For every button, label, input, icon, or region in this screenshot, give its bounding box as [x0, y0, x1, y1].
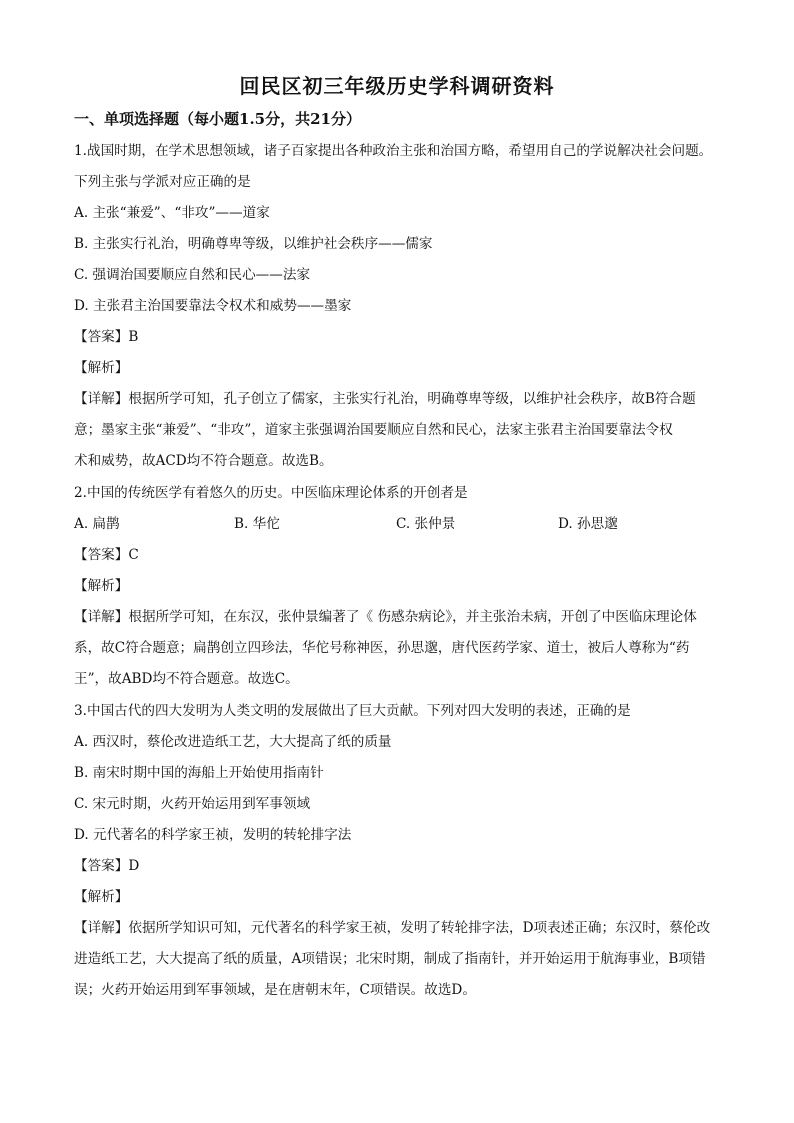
q2-detail-line-3: 王”，故ABD均不符合题意。故选C。 — [74, 671, 299, 687]
q2-detail-line-2: 系，故C符合题意；扁鹊创立四珍法，华佗号称神医，孙思邈，唐代医药学家、道士，被后人尊称为“药 — [74, 640, 690, 656]
q3-option-d: D. 元代著名的科学家王祯，发明的转轮排字法 — [74, 827, 352, 843]
q1-stem-line-2: 下列主张与学派对应正确的是 — [74, 174, 251, 190]
q1-detail-line-3: 术和威势，故ACD均不符合题意。故选B。 — [74, 453, 333, 469]
q2-option-d: D. 孙思邈 — [558, 516, 618, 532]
q1-option-c: C. 强调治国要顺应自然和民心——法家 — [74, 267, 311, 283]
q1-detail-line-2: 意；墨家主张“兼爱”、“非攻”，道家主张强调治国要顺应自然和民心，法家主张君主治国要靠法令权 — [74, 422, 673, 438]
q1-option-a: A. 主张“兼爱”、“非攻”——道家 — [74, 205, 270, 221]
section-heading: 一、单项选择题（每小题1.5分，共21分） — [74, 110, 361, 128]
q3-option-c: C. 宋元时期，火药开始运用到军事领域 — [74, 796, 311, 812]
document-title: 回民区初三年级历史学科调研资料 — [239, 74, 555, 98]
q1-answer: 【答案】B — [74, 329, 139, 345]
q2-option-b: B. 华佗 — [234, 516, 280, 532]
q3-analysis-label: 【解析】 — [74, 889, 129, 905]
q2-detail-line-1: 【详解】根据所学可知，在东汉，张仲景编著了《 伤感杂病论》，并主张治未病，开创了中医临床理论体 — [74, 609, 697, 625]
q1-detail-line-1: 【详解】根据所学可知，孔子创立了儒家，主张实行礼治，明确尊卑等级，以维护社会秩序，故B符合题 — [74, 391, 696, 407]
q3-detail-line-1: 【详解】依据所学知识可知，元代著名的科学家王祯，发明了转轮排字法，D项表述正确；东汉时，蔡伦改 — [74, 920, 711, 936]
q2-option-a: A. 扁鹊 — [74, 516, 120, 532]
q2-stem-line-1: 2.中国的传统医学有着悠久的历史。中医临床理论体系的开创者是 — [74, 485, 468, 501]
q3-detail-line-3: 误；火药开始运用到军事领域，是在唐朝末年，C项错误。故选D。 — [74, 982, 476, 998]
q3-stem-line-1: 3.中国古代的四大发明为人类文明的发展做出了巨大贡献。下列对四大发明的表述，正确的是 — [74, 703, 631, 719]
q2-analysis-label: 【解析】 — [74, 578, 129, 594]
q3-option-a: A. 西汉时，蔡伦改进造纸工艺，大大提高了纸的质量 — [74, 734, 392, 750]
q2-answer: 【答案】C — [74, 547, 139, 563]
q1-option-d: D. 主张君主治国要靠法令权术和威势——墨家 — [74, 298, 352, 314]
q2-option-c: C. 张仲景 — [396, 516, 456, 532]
q3-option-b: B. 南宋时期中国的海船上开始使用指南针 — [74, 765, 324, 781]
q3-detail-line-2: 进造纸工艺，大大提高了纸的质量，A项错误；北宋时期，制成了指南针，并开始运用于航海事业，B项错 — [74, 951, 706, 967]
q3-answer: 【答案】D — [74, 858, 140, 874]
q1-analysis-label: 【解析】 — [74, 360, 129, 376]
q1-option-b: B. 主张实行礼治，明确尊卑等级，以维护社会秩序——儒家 — [74, 236, 433, 252]
q1-stem-line-1: 1.战国时期，在学术思想领域，诸子百家提出各种政治主张和治国方略，希望用自己的学说解决社会问题。 — [74, 143, 713, 159]
